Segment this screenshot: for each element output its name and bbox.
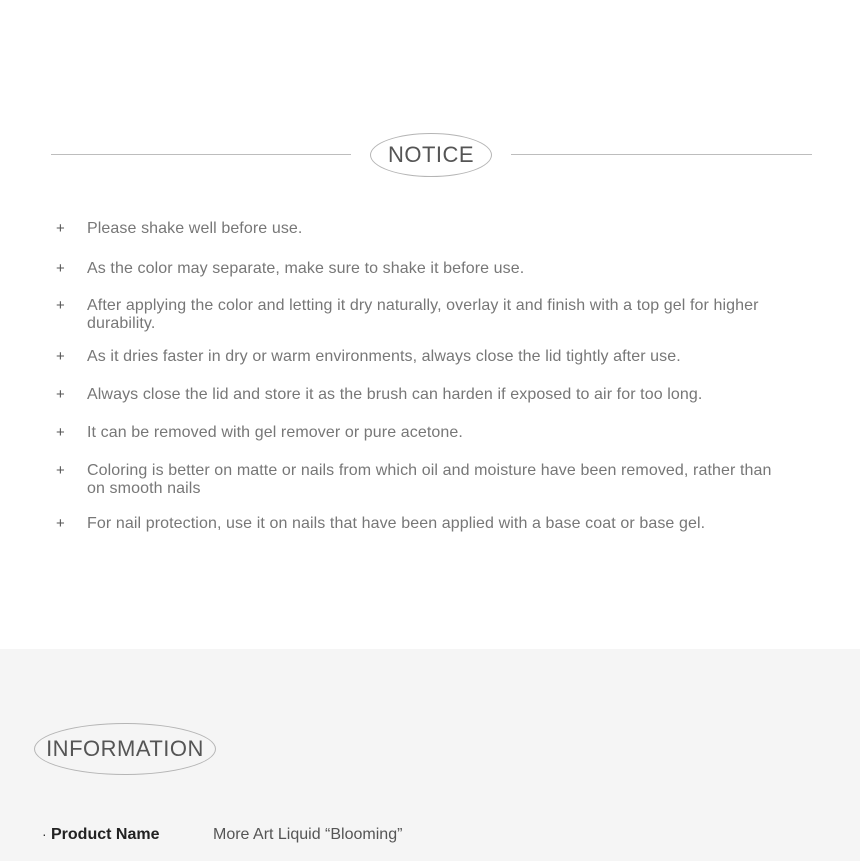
notice-item-text: It can be removed with gel remover or pure acetone.: [87, 424, 463, 441]
notice-divider-left: [51, 154, 351, 155]
bullet-dot-icon: ·: [42, 826, 47, 842]
plus-icon: +: [56, 220, 65, 237]
notice-item-text: For nail protection, use it on nails that have been applied with a base coat or base gel.: [87, 515, 706, 532]
plus-icon: +: [56, 297, 65, 314]
info-row-product-name: [42, 826, 822, 848]
plus-icon: +: [56, 386, 65, 403]
notice-item-text: Always close the lid and store it as the brush can harden if exposed to air for too long.: [87, 386, 703, 403]
notice-item-text: After applying the color and letting it dry naturally, overlay it and finish with a top gel for higher durability.: [87, 297, 759, 332]
plus-icon: +: [56, 424, 65, 441]
information-section: [0, 649, 860, 861]
notice-item-text: Coloring is better on matte or nails from which oil and moisture have been removed, rather than on smooth nails: [87, 462, 772, 497]
notice-title: NOTICE: [370, 133, 492, 177]
notice-item-text: As it dries faster in dry or warm environments, always close the lid tightly after use.: [87, 348, 681, 365]
info-value: More Art Liquid “Blooming”: [213, 826, 403, 843]
info-label: Product Name: [51, 826, 160, 843]
plus-icon: +: [56, 260, 65, 277]
plus-icon: +: [56, 462, 65, 479]
plus-icon: +: [56, 515, 65, 532]
notice-item-text: Please shake well before use.: [87, 220, 303, 237]
notice-header: [0, 133, 860, 179]
information-title: INFORMATION: [34, 723, 216, 775]
notice-item-text: As the color may separate, make sure to shake it before use.: [87, 260, 525, 277]
notice-divider-right: [511, 154, 812, 155]
plus-icon: +: [56, 348, 65, 365]
